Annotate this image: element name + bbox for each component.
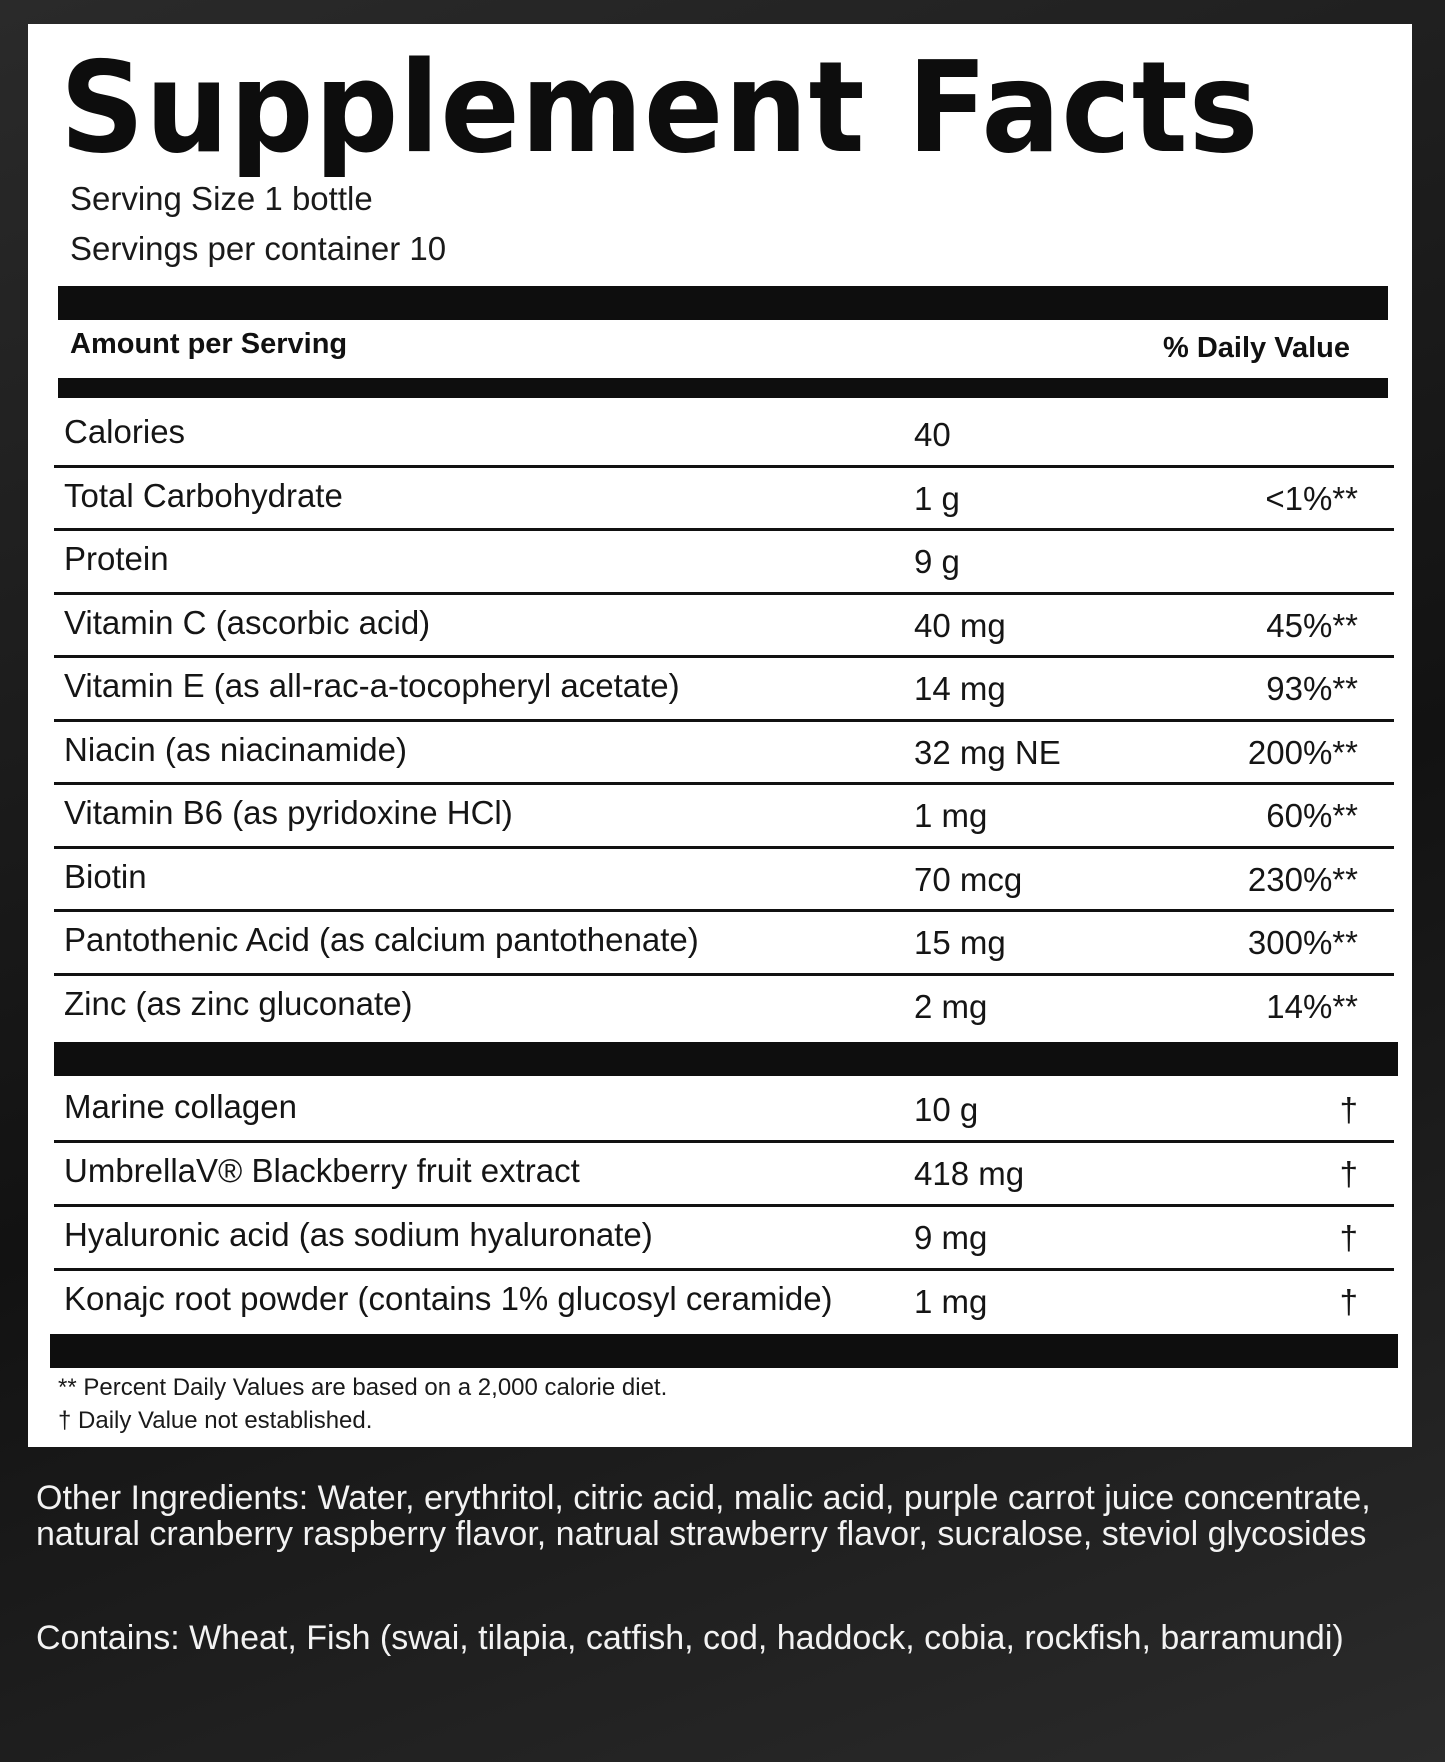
nutrient-name: Biotin xyxy=(64,857,147,895)
nutrient-amount: 32 mg NE xyxy=(914,733,1061,771)
amount-per-serving-header: Amount per Serving xyxy=(70,328,348,360)
nutrient-daily-value: † xyxy=(1339,1091,1358,1128)
table-row xyxy=(54,722,1394,786)
nutrient-name: Protein xyxy=(64,540,169,577)
thick-divider-top xyxy=(58,286,1388,320)
nutrient-daily-value: † xyxy=(1339,1219,1358,1256)
table-row xyxy=(54,785,1394,849)
table-row xyxy=(54,404,1394,468)
supplement-facts-panel xyxy=(28,24,1412,1447)
nutrient-amount: 2 mg xyxy=(914,987,988,1025)
nutrient-daily-value: 45%** xyxy=(1266,606,1358,644)
nutrient-daily-value: 200%** xyxy=(1247,733,1358,771)
table-row xyxy=(54,658,1394,722)
nutrient-name: Vitamin B6 (as pyridoxine HCl) xyxy=(64,794,513,831)
nutrient-amount: 70 mcg xyxy=(914,860,1023,898)
other-ingredients: Other Ingredients: Water, erythritol, citric acid, malic acid, purple carrot juice concentrate, natural cranberry raspberry flavor, natrual strawberry flavor, sucralose, steviol glycosides xyxy=(36,1479,1371,1553)
nutrient-name: Vitamin E (as all-rac-a-tocopheryl acetate) xyxy=(64,667,680,704)
nutrient-amount: 40 mg xyxy=(914,606,1006,644)
table-row xyxy=(54,1207,1394,1271)
nutrient-name: Marine collagen xyxy=(64,1088,297,1125)
nutrient-name: Zinc (as zinc gluconate) xyxy=(64,984,413,1022)
nutrient-name: Pantothenic Acid (as calcium pantothenate) xyxy=(64,921,699,958)
nutrient-amount: 14 mg xyxy=(914,670,1006,707)
nutrient-amount: 1 mg xyxy=(914,1283,988,1320)
nutrient-amount: 15 mg xyxy=(914,924,1006,961)
nutrient-amount: 9 g xyxy=(914,543,960,580)
table-row xyxy=(54,976,1394,1040)
thick-divider-middle xyxy=(54,1042,1398,1076)
nutrient-amount: 418 mg xyxy=(914,1155,1025,1192)
nutrient-daily-value: 230%** xyxy=(1247,860,1358,898)
nutrient-daily-value: 14%** xyxy=(1266,987,1358,1025)
nutrient-daily-value: 93%** xyxy=(1266,670,1358,707)
table-row xyxy=(54,468,1394,532)
table-row xyxy=(54,1079,1394,1143)
panel-title: Supplement Facts xyxy=(60,34,1260,181)
nutrient-amount: 9 mg xyxy=(914,1219,988,1256)
nutrient-daily-value: 300%** xyxy=(1247,924,1358,961)
daily-value-header: % Daily Value xyxy=(1163,332,1350,364)
nutrient-daily-value: 60%** xyxy=(1266,797,1358,834)
nutrient-amount: 1 mg xyxy=(914,797,988,834)
thick-divider-bottom xyxy=(50,1334,1398,1368)
nutrient-amount: 1 g xyxy=(914,479,960,517)
allergen-contains: Contains: Wheat, Fish (swai, tilapia, catfish, cod, haddock, cobia, rockfish, barramundi) xyxy=(36,1619,1344,1657)
nutrient-daily-value: † xyxy=(1339,1283,1358,1320)
table-row xyxy=(54,531,1394,595)
thick-divider-header xyxy=(58,378,1388,398)
table-row xyxy=(54,1271,1394,1335)
table-row xyxy=(54,849,1394,913)
nutrient-name: Konajc root powder (contains 1% glucosyl ceramide) xyxy=(64,1280,833,1317)
nutrient-name: Niacin (as niacinamide) xyxy=(64,730,407,768)
nutrient-name: UmbrellaV® Blackberry fruit extract xyxy=(64,1152,580,1189)
table-row xyxy=(54,1143,1394,1207)
footnote-dagger: † Daily Value not established. xyxy=(58,1407,373,1434)
table-row xyxy=(54,912,1394,976)
nutrient-daily-value: † xyxy=(1339,1155,1358,1192)
serving-size: Serving Size 1 bottle xyxy=(70,180,373,217)
nutrient-name: Calories xyxy=(64,413,186,450)
nutrient-name: Hyaluronic acid (as sodium hyaluronate) xyxy=(64,1216,653,1253)
footnote-percent-dv: ** Percent Daily Values are based on a 2,000 calorie diet. xyxy=(58,1374,668,1401)
nutrient-name: Vitamin C (ascorbic acid) xyxy=(64,603,431,641)
nutrient-amount: 10 g xyxy=(914,1091,979,1128)
nutrient-daily-value: <1%** xyxy=(1265,479,1358,517)
nutrient-name: Total Carbohydrate xyxy=(64,476,343,514)
nutrient-amount: 40 xyxy=(914,416,951,453)
table-row xyxy=(54,595,1394,659)
servings-per-container: Servings per container 10 xyxy=(70,230,447,267)
